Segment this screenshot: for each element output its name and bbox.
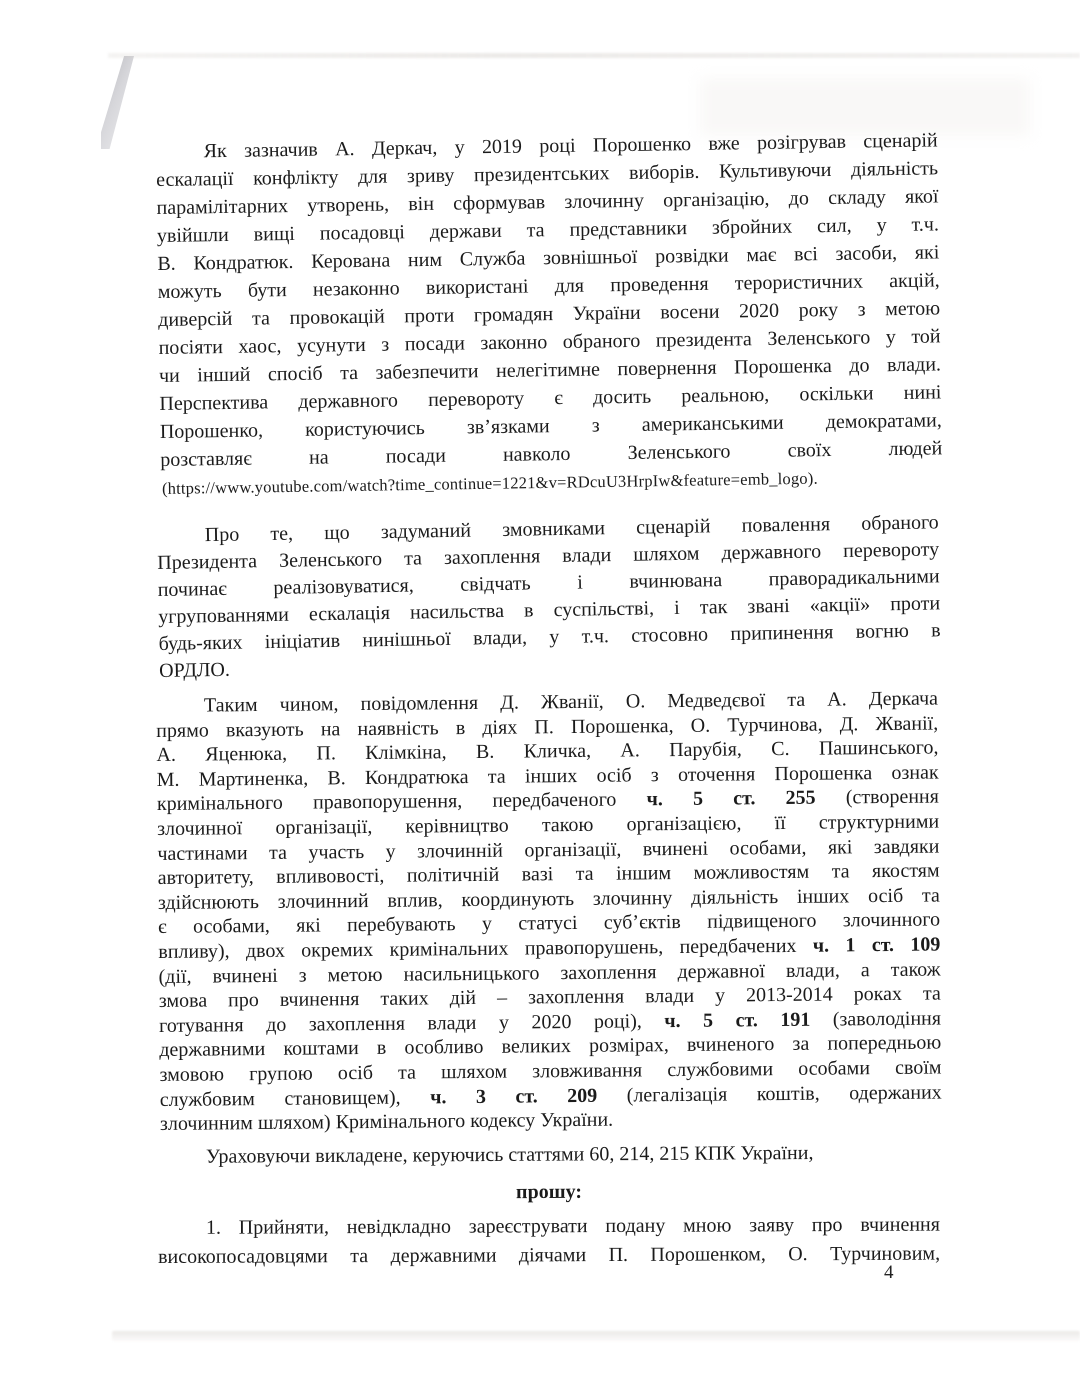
- text-segment: впливу), двох окремих кримінальних правопорушень, передбачених: [158, 934, 813, 963]
- text-line: ОРДЛО.: [158, 658, 231, 682]
- text-line: Президента Зеленського та захоплення влади шляхом державного перевороту: [157, 538, 940, 575]
- paragraph-2: [157, 509, 942, 685]
- text-line: Перспектива державного перевороту є досить реальною, оскільки нині: [159, 381, 942, 415]
- text-line: частинами та участь у злочинній організації, вчинені особами, які завдяки: [157, 835, 940, 865]
- scan-edge-shadow-bottom: [112, 1331, 1080, 1341]
- text-segment: кримінального правопорушення, передбаченого: [156, 788, 647, 816]
- text-segment: (створення: [815, 785, 939, 810]
- text-line: змовою групою осіб та шляхом зловживання службовими особами своїм: [159, 1056, 942, 1086]
- text-line: парамілітарних утворень, він сформував злочинну організацію, до складу якої: [156, 185, 939, 220]
- text-line: Таким чином, повідомлення Д. Жванії, О. Медведєвої та А. Деркача: [203, 687, 939, 717]
- text-line: можуть бути незаконно використані для проведення терористичних акцій,: [157, 269, 940, 304]
- text-line: починає реалізовуватися, свідчать і вчинювана праворадикальними: [157, 565, 940, 602]
- text-line: А. Яценюка, П. Клімкіна, В. Кличка, А. Парубія, С. Пашинського,: [156, 736, 939, 767]
- text-line: Про те, що задуманий змовниками сценарій повалення обраного: [204, 511, 939, 547]
- text-segment: (заволодіння: [810, 1007, 942, 1031]
- text-segment: службовим становищем),: [159, 1085, 431, 1111]
- text-line: (дії, вчинені з метою насильницького захоплення державної влади, а також: [158, 958, 941, 988]
- text-line: розставляє на посади навколо Зеленського своїх людей: [160, 437, 943, 471]
- text-segment: (легалізація коштів, одержаних: [597, 1080, 942, 1107]
- text-line: увійшли вищі посадовці держави та представники збройних сил, у т.ч.: [156, 213, 940, 248]
- paragraph-3: [156, 687, 942, 1137]
- text-line: злочинним шляхом) Кримінального кодексу України.: [159, 1108, 614, 1136]
- text-line: посіяти хаос, усунути з посади законно обраного президента Зеленського у той: [158, 325, 941, 359]
- text-line: ескалації конфлікту для зриву президентських виборів. Культивуючи діяльність: [155, 157, 939, 192]
- paragraph-4: Ураховуючи викладене, керуючись статтями 60, 214, 215 КПК України,: [205, 1141, 814, 1168]
- text-line: є особами, які перебувають у статусі суб’єктів підвищеного злочинного: [158, 908, 941, 939]
- text-line: чи інший спосіб та забезпечити нелегітимне повернення Порошенка до влади.: [158, 353, 942, 387]
- text-line: Як зазначив А. Деркач, у 2019 році Порошенко вже розігрував сценарій: [203, 129, 938, 163]
- text-line: державними коштами в особливо великих розмірах, вчиненого за попередньою: [159, 1031, 942, 1062]
- statute-reference: ч. 5 ст. 255: [646, 787, 816, 811]
- document-text-block: [155, 129, 943, 1272]
- text-line: В. Кондратюк. Керована ним Служба зовнішньої розвідки має всі засоби, які: [157, 241, 940, 276]
- scan-edge-shadow-top: [108, 53, 1080, 58]
- text-line: угрупованнями ескалація насильства в суспільстві, і так звані «акції» проти: [158, 592, 941, 628]
- paragraph-1: [156, 126, 943, 474]
- text-line: змова про вчинення таких дій – захоплення влади у 2013-2014 роках та: [158, 982, 941, 1013]
- statute-reference: ч. 3 ст. 209: [430, 1084, 598, 1108]
- statute-reference: ч. 1 ст. 109: [812, 933, 941, 957]
- text-line: прямо вказують на наявність в діях П. Порошенка, О. Турчинова, Д. Жванії,: [156, 712, 939, 742]
- text-segment: готування до захоплення влади у 2020 році),: [158, 1009, 665, 1037]
- text-line: 1. Прийняти, невідкладно зареєструвати подану мною заяву про вчинення: [205, 1213, 940, 1239]
- text-line: високопосадовцями та державними діячами П. Порошенком, О. Турчиновим,: [158, 1242, 941, 1268]
- text-line: злочинної організації, керівництво такою організацією, її структурними: [157, 810, 940, 840]
- statute-reference: ч. 5 ст. 191: [664, 1008, 811, 1032]
- source-url-line: (https://www.youtube.com/watch?time_continue=1221&v=RDcuU3HrpIw&feature=emb_logo).: [161, 468, 818, 498]
- paragraph-5-item-1: [158, 1210, 940, 1271]
- text-line: диверсій та провокацій проти громадян України восени 2020 року з метою: [158, 297, 941, 331]
- text-line: будь-яких ініціатив нинішньої влади, у т.ч. стосовно припинення вогню в: [158, 619, 941, 655]
- text-line: Порошенко, користуючись зв’язками з американськими демократами,: [159, 409, 942, 443]
- scan-corner-fold-mark: [101, 56, 134, 149]
- request-heading: прошу:: [515, 1180, 583, 1203]
- page-number: 4: [884, 1262, 894, 1283]
- text-line: здійснюють злочинний вплив, координують злочинну діяльність інших осіб та: [157, 884, 940, 914]
- text-line: М. Мартиненка, В. Кондратюка та інших осіб з оточення Порошенка ознак: [156, 761, 939, 791]
- text-line: авторитету, впливовості, політичній вазі та іншим можливостям та якостям: [157, 859, 940, 890]
